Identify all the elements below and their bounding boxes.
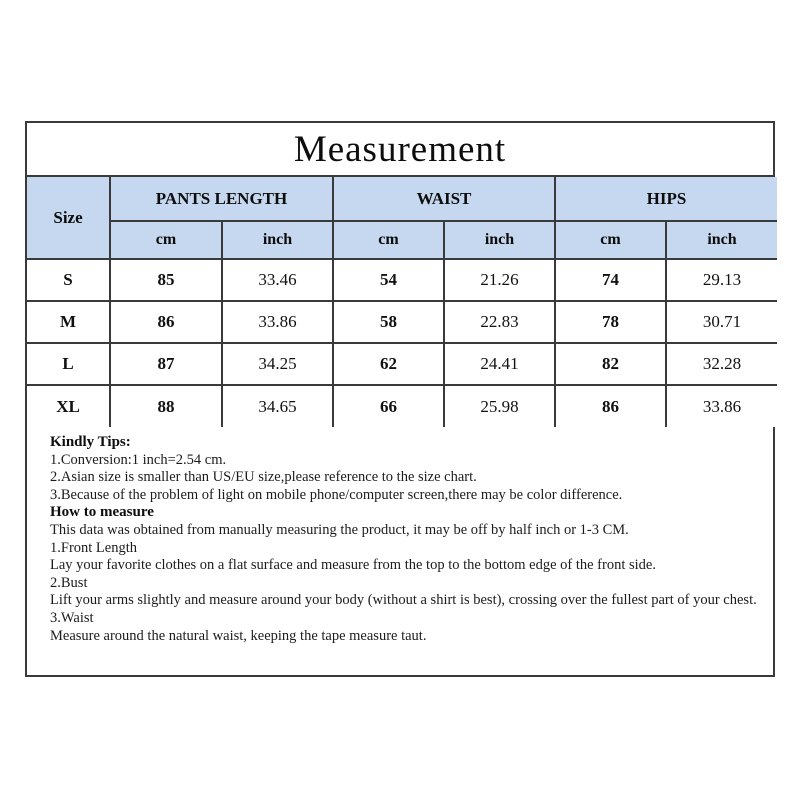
size-label: S	[27, 259, 110, 301]
page-title: Measurement	[293, 128, 507, 170]
tip-line: 3.Because of the problem of light on mobile phone/computer screen,there may be color difference.	[50, 486, 623, 503]
value-cell: 62	[333, 343, 444, 385]
value-cell: 34.25	[222, 343, 333, 385]
tip-line: 1.Front Length	[50, 539, 137, 556]
value-cell: 74	[555, 259, 666, 301]
unit-header-cm: cm	[555, 221, 666, 259]
value-cell: 88	[110, 385, 222, 427]
value-cell: 29.13	[666, 259, 777, 301]
tip-line: Lay your favorite clothes on a flat surface and measure from the top to the bottom edge of the front side.	[50, 557, 656, 574]
value-cell: 33.86	[222, 301, 333, 343]
column-header-waist: WAIST	[333, 177, 555, 221]
value-cell: 21.26	[444, 259, 555, 301]
table-header-unit-row	[27, 221, 777, 259]
value-cell: 30.71	[666, 301, 777, 343]
value-cell: 33.86	[666, 385, 777, 427]
value-cell: 34.65	[222, 385, 333, 427]
unit-header-cm: cm	[333, 221, 444, 259]
unit-header-inch: inch	[666, 221, 777, 259]
value-cell: 85	[110, 259, 222, 301]
how-to-measure-heading: How to measure	[50, 504, 154, 521]
column-header-hips: HIPS	[555, 177, 777, 221]
value-cell: 32.28	[666, 343, 777, 385]
unit-header-cm: cm	[110, 221, 222, 259]
value-cell: 82	[555, 343, 666, 385]
column-header-pants-length: PANTS LENGTH	[110, 177, 333, 221]
value-cell: 54	[333, 259, 444, 301]
value-cell: 86	[110, 301, 222, 343]
tip-line: Lift your arms slightly and measure around your body (without a shirt is best), crossing over the fullest part of your chest.	[50, 592, 757, 609]
table-row-xl	[27, 385, 777, 427]
value-cell: 66	[333, 385, 444, 427]
value-cell: 24.41	[444, 343, 555, 385]
value-cell: 22.83	[444, 301, 555, 343]
tip-line: 3.Waist	[50, 609, 94, 626]
tips-section	[27, 427, 773, 645]
size-table	[27, 177, 777, 427]
table-row-m	[27, 301, 777, 343]
tip-line: 2.Bust	[50, 574, 88, 591]
table-header-group-row	[27, 177, 777, 221]
value-cell: 58	[333, 301, 444, 343]
value-cell: 25.98	[444, 385, 555, 427]
tip-line: 2.Asian size is smaller than US/EU size,please reference to the size chart.	[50, 469, 477, 486]
size-label: M	[27, 301, 110, 343]
tip-line: This data was obtained from manually measuring the product, it may be off by half inch or 1-3 CM.	[50, 521, 629, 538]
unit-header-inch: inch	[222, 221, 333, 259]
value-cell: 86	[555, 385, 666, 427]
kindly-tips-heading: Kindly Tips:	[50, 434, 131, 450]
table-row-l	[27, 343, 777, 385]
title-row	[27, 123, 773, 177]
value-cell: 87	[110, 343, 222, 385]
tip-line: Measure around the natural waist, keeping the tape measure taut.	[50, 627, 427, 644]
tip-line: 1.Conversion:1 inch=2.54 cm.	[50, 451, 227, 468]
table-row-s	[27, 259, 777, 301]
measurement-sheet	[25, 121, 775, 677]
unit-header-inch: inch	[444, 221, 555, 259]
column-header-size: Size	[27, 177, 110, 259]
size-label: L	[27, 343, 110, 385]
value-cell: 78	[555, 301, 666, 343]
value-cell: 33.46	[222, 259, 333, 301]
size-label: XL	[27, 385, 110, 427]
